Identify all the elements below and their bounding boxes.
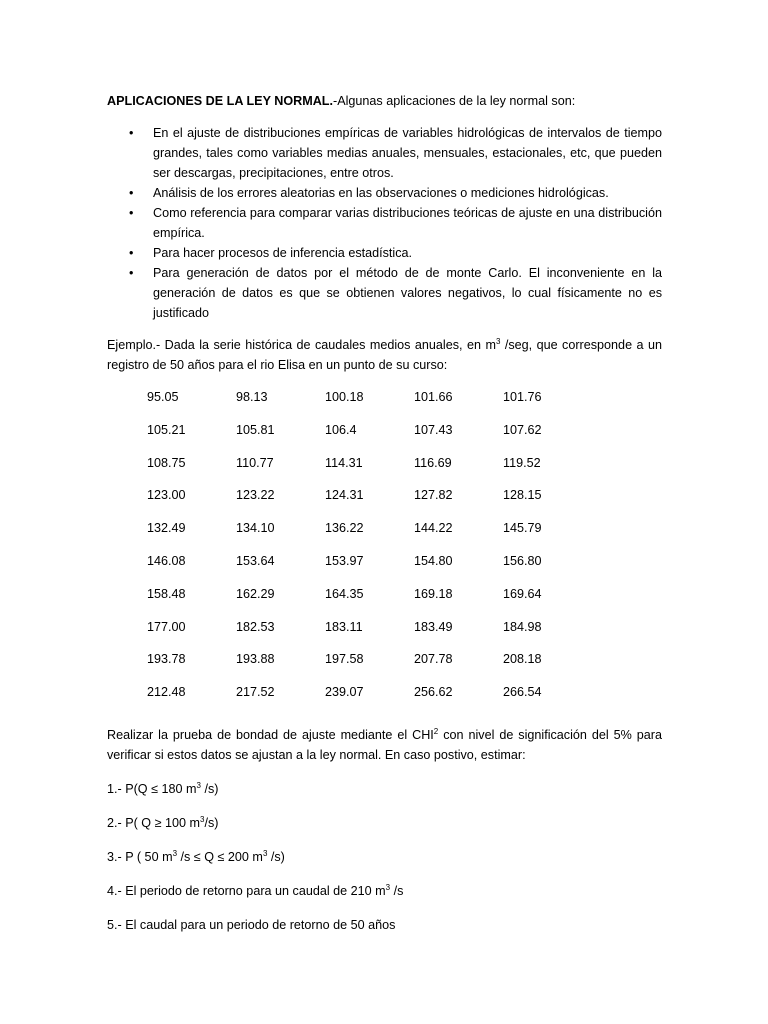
section-title: APLICACIONES DE LA LEY NORMAL. <box>107 94 333 108</box>
question-text: /s <box>390 883 404 898</box>
table-cell: 154.80 <box>414 553 453 568</box>
table-cell: 123.00 <box>147 488 186 503</box>
question-1 <box>107 779 662 799</box>
bullet-icon: • <box>129 126 134 140</box>
bullet-icon: • <box>129 206 134 220</box>
question-text: /s) <box>200 781 219 796</box>
table-cell: 132.49 <box>147 521 186 536</box>
table-cell: 217.52 <box>236 685 275 700</box>
table-body <box>147 387 592 715</box>
table-cell: 98.13 <box>236 390 268 404</box>
table-cell: 144.22 <box>414 521 453 536</box>
exponent: 3 <box>196 780 201 790</box>
table-row <box>147 453 592 486</box>
table-cell: 110.77 <box>236 455 274 470</box>
question-text: 3.- P ( 50 m <box>107 849 173 864</box>
table-row <box>147 518 592 551</box>
table-row <box>147 485 592 518</box>
bullet-icon: • <box>129 186 134 200</box>
table-cell: 212.48 <box>147 685 186 700</box>
question-text: 5.- El caudal para un periodo de retorno de 50 años <box>107 917 396 932</box>
list-item <box>107 123 662 183</box>
table-cell: 119.52 <box>503 455 541 470</box>
list-item <box>107 263 662 323</box>
table-cell: 106.4 <box>325 422 357 437</box>
table-row <box>147 551 592 584</box>
table-cell: 146.08 <box>147 553 186 568</box>
table-cell: 183.11 <box>325 619 363 634</box>
question-text: /s) <box>267 849 285 864</box>
table-cell: 182.53 <box>236 619 275 634</box>
table-cell: 134.10 <box>236 521 275 536</box>
table-cell: 193.78 <box>147 652 186 667</box>
bullet-icon: • <box>129 246 134 260</box>
question-text: /s) <box>204 815 219 830</box>
table-cell: 193.88 <box>236 652 275 667</box>
question-text: 1.- P(Q ≤ 180 m <box>107 781 197 796</box>
table-row <box>147 584 592 617</box>
section-intro: -Algunas aplicaciones de la ley normal son: <box>333 94 576 108</box>
example-paragraph <box>107 335 662 375</box>
heading-paragraph <box>107 91 662 111</box>
table-cell: 124.31 <box>325 488 364 503</box>
exponent: 3 <box>495 336 501 346</box>
table-cell: 197.58 <box>325 652 364 667</box>
exponent: 3 <box>172 848 178 858</box>
table-cell: 184.98 <box>503 619 542 634</box>
table-cell: 239.07 <box>325 685 364 700</box>
flow-data-table <box>147 387 592 715</box>
list-item <box>107 183 662 203</box>
table-row <box>147 387 592 420</box>
table-row <box>147 649 592 682</box>
table-cell: 208.18 <box>503 652 542 667</box>
table-cell: 101.66 <box>414 390 453 404</box>
document-page <box>107 91 662 935</box>
table-cell: 105.81 <box>236 422 275 437</box>
table-cell: 108.75 <box>147 455 186 470</box>
table-cell: 114.31 <box>325 455 363 470</box>
bullet-icon: • <box>129 266 134 280</box>
task-text-1: Realizar la prueba de bondad de ajuste mediante el CHI <box>107 727 434 742</box>
table-cell: 101.76 <box>503 390 542 404</box>
question-5 <box>107 915 662 935</box>
table-cell: 156.80 <box>503 553 542 568</box>
table-cell: 153.64 <box>236 553 275 568</box>
table-cell: 266.54 <box>503 685 542 700</box>
table-cell: 169.18 <box>414 586 453 601</box>
question-text: 2.- P( Q ≥ 100 m <box>107 815 200 830</box>
list-item-text: Análisis de los errores aleatorias en las observaciones o mediciones hidrológicas. <box>153 186 609 200</box>
table-cell: 183.49 <box>414 619 453 634</box>
list-item-text: Como referencia para comparar varias distribuciones teóricas de ajuste en una distribución empírica. <box>153 206 662 240</box>
question-4 <box>107 881 662 901</box>
example-text-1: Ejemplo.- Dada la serie histórica de caudales medios anuales, en m <box>107 338 496 352</box>
exponent: 2 <box>433 726 439 736</box>
applications-list <box>107 123 662 323</box>
table-cell: 164.35 <box>325 586 364 601</box>
table-cell: 158.48 <box>147 586 186 601</box>
list-item <box>107 243 662 263</box>
question-text: /s ≤ Q ≤ 200 m <box>177 849 263 864</box>
table-cell: 207.78 <box>414 652 453 667</box>
table-cell: 100.18 <box>325 390 364 404</box>
exponent: 3 <box>200 814 205 824</box>
table-cell: 256.62 <box>414 685 453 700</box>
task-text-2: con nivel de significación del 5% para verificar si estos datos se ajustan a la ley normal. En caso postivo, estimar: <box>107 727 662 762</box>
question-2 <box>107 813 662 833</box>
example-text-2: /seg, que corresponde a un registro de 50 años para el rio Elisa en un punto de su curso: <box>107 338 662 372</box>
question-text: 4.- El periodo de retorno para un caudal de 210 m <box>107 883 386 898</box>
table-cell: 116.69 <box>414 455 452 470</box>
list-item-text: En el ajuste de distribuciones empíricas de variables hidrológicas de intervalos de tiempo grandes, tales como variables medias anuales, mensuales, estacionales, etc, que pueden ser descargas, precipitaciones, entre otros. <box>153 126 662 180</box>
table-cell: 107.43 <box>414 422 453 437</box>
table-cell: 128.15 <box>503 488 542 503</box>
table-row <box>147 420 592 453</box>
table-row <box>147 682 592 715</box>
table-cell: 123.22 <box>236 488 275 503</box>
question-3 <box>107 847 662 867</box>
table-cell: 153.97 <box>325 553 364 568</box>
table-cell: 162.29 <box>236 586 275 601</box>
table-cell: 127.82 <box>414 488 453 503</box>
list-item-text: Para generación de datos por el método de de monte Carlo. El inconveniente en la generación de datos es que se obtienen valores negativos, lo cual físicamente no es justificado <box>153 266 662 320</box>
exponent: 3 <box>385 882 391 892</box>
list-item-text: Para hacer procesos de inferencia estadística. <box>153 246 413 260</box>
table-row <box>147 617 592 650</box>
table-cell: 95.05 <box>147 390 179 404</box>
table-cell: 136.22 <box>325 521 364 536</box>
table-cell: 169.64 <box>503 586 542 601</box>
list-item <box>107 203 662 243</box>
exponent: 3 <box>262 848 268 858</box>
table-cell: 107.62 <box>503 422 542 437</box>
table-cell: 177.00 <box>147 619 186 634</box>
table-cell: 105.21 <box>147 422 186 437</box>
table-cell: 145.79 <box>503 521 542 536</box>
task-paragraph <box>107 725 662 765</box>
